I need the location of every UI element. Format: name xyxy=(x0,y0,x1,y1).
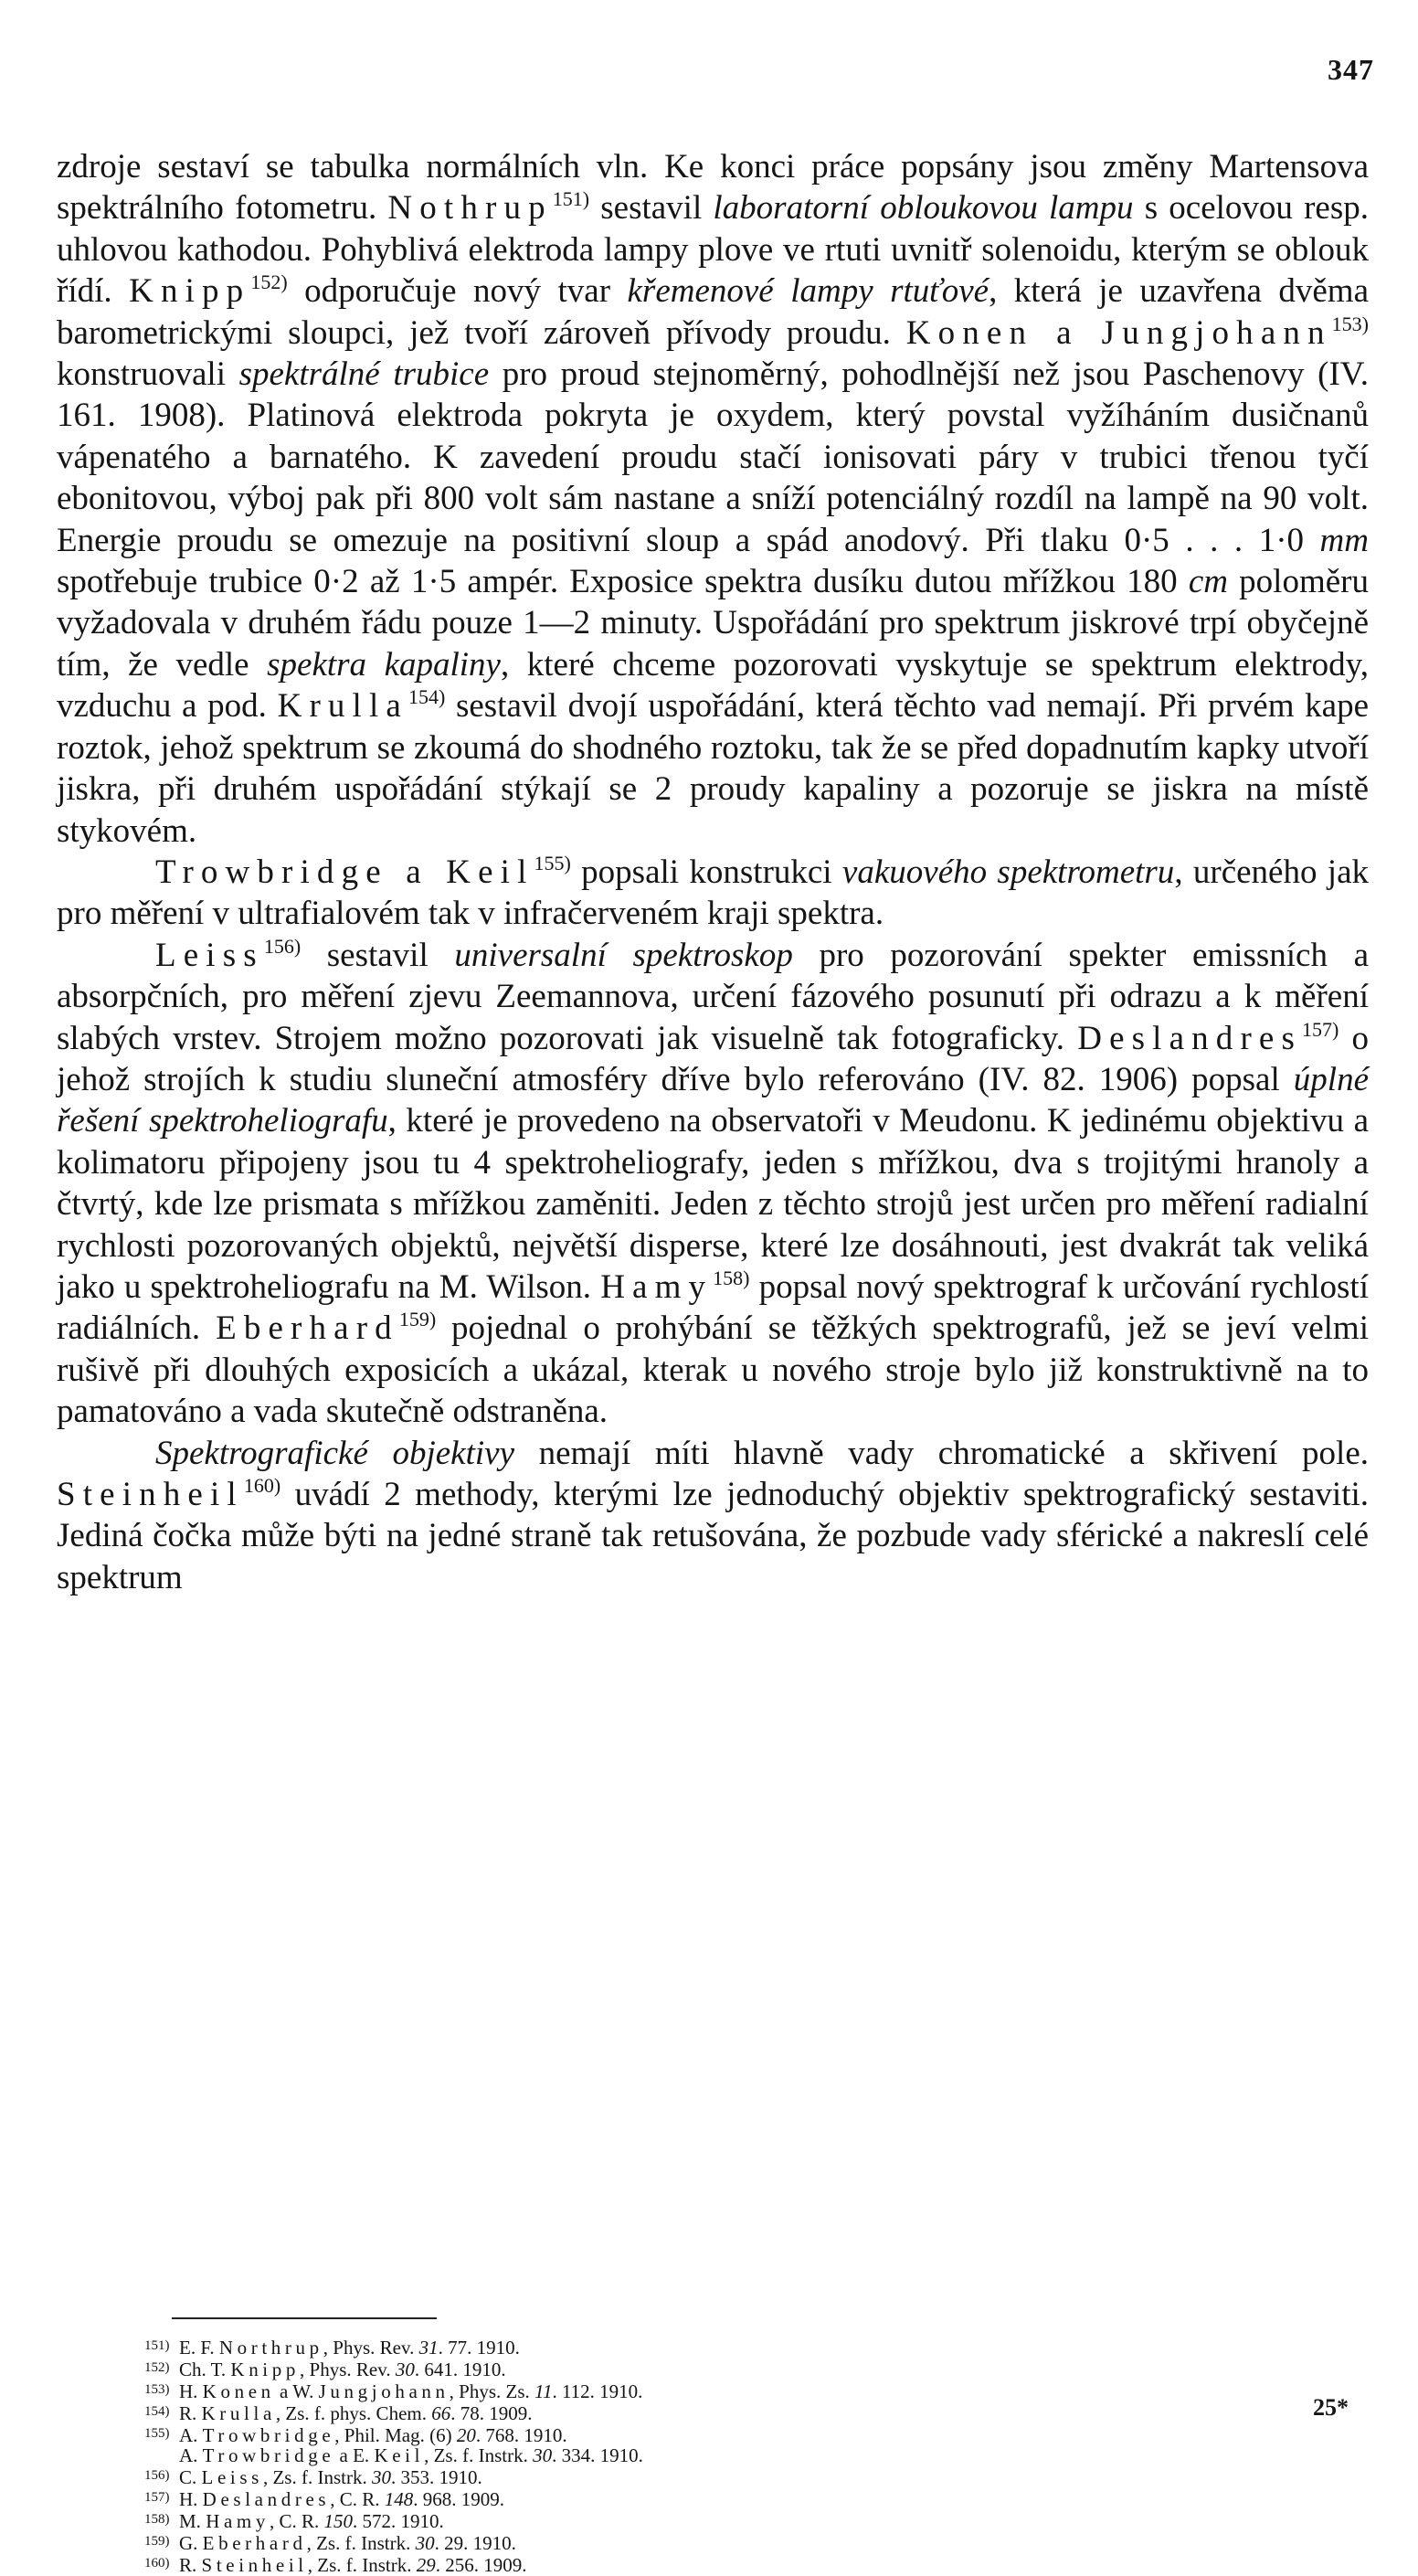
author-name: Deslandres xyxy=(1077,1019,1303,1057)
text-run: , které je provedeno na observatoři v Meudonu. K jedinému objektivu a kolimatoru připojeny jsou tu 4 spektroheliografy, jeden s mřížkou, dva s trojitými hranoly a čtvrtý, kde lze prismata s mřížkou zaměniti. Jeden z těchto strojů jest určen pro měření radialní rychlosti pozorovaných objektů, největší disperse, které lze dosáhnouti, jest dvakrát tak veliká jako u spektroheliografu na M. Wilson. xyxy=(57,1102,1369,1306)
footnote-number: 154) xyxy=(144,2404,170,2419)
footnote-number: 155) xyxy=(144,2426,170,2441)
footnote xyxy=(0,2531,1418,2553)
text-run: pro pozorování spekter emissních a absorpčních, pro měření zjevu Zeemannova, určení fázového posunutí při odrazu a k měření slabých vrstev. Strojem možno pozorovati jak visuelně tak fotograficky. xyxy=(57,936,1369,1057)
text-run: . 78. 1909. xyxy=(450,2402,533,2424)
italic-text: 148 xyxy=(384,2488,414,2510)
text-run: . 968. 1909. xyxy=(413,2488,504,2510)
text-run: , Zs. f. Instrk. xyxy=(306,2532,416,2554)
author-name: Steinheil xyxy=(201,2554,308,2576)
text-run: s ocelovou resp. uhlovou kathodou. Pohyblivá elektroda lampy plove ve rtuti uvnitř solenoidu, kterým se oblouk řídí. xyxy=(57,189,1369,311)
text-run: , Phys. Zs. xyxy=(449,2380,534,2402)
footnote-number: 159) xyxy=(144,2534,170,2549)
text-run: a W. xyxy=(274,2380,319,2402)
italic-text: 30 xyxy=(371,2466,391,2488)
footnote-number: 156) xyxy=(144,2468,170,2483)
footnote-ref: 154) xyxy=(407,685,446,709)
author-name: Steinheil xyxy=(57,1476,244,1513)
footnote-ref: 158) xyxy=(713,1266,750,1289)
text-run: A. xyxy=(179,2424,203,2446)
italic-text: 20 xyxy=(456,2424,476,2446)
footnote xyxy=(0,2423,1418,2445)
author-name: Deslandres xyxy=(202,2488,331,2510)
text-run: . 256. 1909. xyxy=(435,2554,527,2576)
footnote-number: 157) xyxy=(144,2490,170,2505)
text-run: E. F. xyxy=(179,2337,219,2359)
text-run: , C. R. xyxy=(330,2488,385,2510)
text-run: spotřebuje trubice 0·2 až 1·5 ampér. Exposice spektra dusíku dutou mřížkou 180 xyxy=(57,563,1189,601)
italic-text: 31 xyxy=(418,2337,439,2359)
footnote-number: 151) xyxy=(144,2338,170,2353)
text-run: M. xyxy=(179,2510,206,2532)
footnote-ref: 155) xyxy=(534,851,571,875)
footnote xyxy=(0,2509,1418,2531)
paragraph xyxy=(57,1433,1369,1599)
italic-text: 150 xyxy=(323,2510,354,2532)
text-run: R. xyxy=(179,2402,202,2424)
text-run: Ch. T. xyxy=(179,2359,231,2380)
footnote-ref: 157) xyxy=(1302,1017,1339,1041)
footnote-number: 160) xyxy=(144,2556,170,2571)
text-run: sestavil xyxy=(301,936,455,974)
signature-mark: 25* xyxy=(1313,2394,1349,2421)
text-run: . 641. 1910. xyxy=(414,2359,506,2380)
paragraph xyxy=(57,935,1369,1433)
text-run: . 77. 1910. xyxy=(438,2337,520,2359)
author-name: Hamy xyxy=(600,1267,714,1306)
text-run: . 768. 1910. xyxy=(475,2424,567,2446)
italic-text: 30 xyxy=(533,2444,553,2466)
footnote-number: 152) xyxy=(144,2360,170,2375)
author-name: Leiss xyxy=(155,936,264,974)
author-name: Jungjohann xyxy=(318,2380,450,2402)
footnote xyxy=(0,2336,1418,2358)
text-run: o jehož strojích k studiu sluneční atmosféry dříve bylo referováno (IV. 82. 1906) popsal xyxy=(57,1019,1369,1098)
text-run: . 29. 1910. xyxy=(434,2532,516,2554)
italic-text: 30 xyxy=(415,2532,435,2554)
text-run: a E. xyxy=(334,2444,375,2466)
text-run: , Zs. f. Instrk. xyxy=(262,2466,372,2488)
author-name: Krulla xyxy=(277,687,408,726)
author-name: Krulla xyxy=(201,2402,276,2424)
footnote-number: 158) xyxy=(144,2512,170,2527)
author-name: Keil xyxy=(374,2444,425,2466)
italic-text: mm xyxy=(1319,521,1369,559)
footnote xyxy=(0,2401,1418,2423)
text-run: , Phys. Rev. xyxy=(323,2337,419,2359)
text-run: , Phil. Mag. (6) xyxy=(334,2424,457,2446)
text-run: A. xyxy=(179,2444,203,2466)
text-run: . 353. 1910. xyxy=(390,2466,482,2488)
text-run: , určeného jak pro měření v ultrafialovém tak v infračerveném kraji spektra. xyxy=(57,853,1370,933)
italic-text: křemenové lampy rtuťové xyxy=(627,272,989,311)
text-run: pro proud stejnoměrný, pohodlnější než jsou Paschenovy (IV. 161. 1908). Platinová elektroda pokryta je oxydem, který povstal vyžíháním dusičnanů vápenatého a barnatého. K zavedení proudu stačí ionisovati páry v trubici třenou tyčí ebonitovou, výboj pak při 800 volt sám nastane a sníží potenciálný rozdíl na lampě na 90 volt. Energie proudu se omezuje na positivní sloup a spád anodový. Při tlaku 0·5 . . . 1·0 xyxy=(57,355,1369,559)
text-run: sestavil xyxy=(589,189,714,228)
text-run: C. xyxy=(179,2466,202,2488)
text-run: , která je uzavřena dvěma barometrickými sloupci, jež tvoří zároveň přívody proudu. xyxy=(57,272,1369,352)
footnote-ref: 151) xyxy=(552,187,590,211)
text-run: popsal nový spektrograf k určování rychlostí radiálních. xyxy=(57,1267,1369,1348)
text-run: R. xyxy=(179,2554,202,2576)
footnote xyxy=(0,2553,1418,2575)
footnote xyxy=(0,2358,1418,2380)
text-run: sestavil dvojí uspořádání, která těchto vad nemají. Při prvém kape roztok, jehož spektrum se zkoumá do shodného roztoku, tak že se před dopadnutím kapky utvoří jiskra, při druhém uspořádání stýkají se 2 proudy kapaliny a pozoruje se jiskra na místě stykovém. xyxy=(57,687,1369,850)
italic-text: Spektrografické objektivy xyxy=(155,1434,514,1472)
author-name: Knipp xyxy=(230,2359,301,2380)
italic-text: universalní spektroskop xyxy=(454,936,793,974)
text-run: , C. R. xyxy=(270,2510,324,2532)
author-name: Trowbridge xyxy=(202,2424,335,2446)
text-run: popsali konstrukci xyxy=(570,853,842,891)
italic-text: 30 xyxy=(395,2359,415,2380)
paragraph xyxy=(57,146,1369,852)
text-run: pojednal o prohýbání se těžkých spektrografů, jež se jeví velmi rušivě při dlouhých exposicích a ukázal, kterak u nového stroje bylo již konstruktivně na to pamatováno a vada skutečně odstraněna. xyxy=(57,1309,1369,1431)
text-run: nemají míti hlavně vady chromatické a skřivení pole. xyxy=(514,1434,1369,1472)
italic-text: cm xyxy=(1188,563,1228,601)
author-name: Leiss xyxy=(201,2466,263,2488)
body-text xyxy=(57,146,1369,1598)
text-run: uvádí 2 methody, kterými lze jednoduchý objektiv spektrografický sestaviti. Jediná čočka může býti na jedné straně tak retušována, že pozbude vady sférické a nakreslí celé spektrum xyxy=(57,1476,1369,1596)
text-run: , Zs. f. Instrk. xyxy=(424,2444,534,2466)
author-name: Trowbridge xyxy=(202,2444,335,2466)
italic-text: 11 xyxy=(534,2380,553,2402)
footnote xyxy=(0,2465,1418,2487)
footnote xyxy=(0,2487,1418,2509)
italic-text: laboratorní obloukovou lampu xyxy=(713,189,1134,228)
text-run: , Zs. f. Instrk. xyxy=(307,2554,417,2576)
italic-text: úplné řešení spektroheliografu xyxy=(57,1060,1369,1140)
author-name: Konen a Jungjohann xyxy=(905,313,1332,352)
author-name: Trowbridge a Keil xyxy=(155,853,534,891)
text-run: poloměru vyžadovala v druhém řádu pouze 1—2 minuty. Uspořádání pro spektrum jiskrové trpí obyčejně tím, že vedle xyxy=(57,563,1369,684)
italic-text: 66 xyxy=(431,2402,451,2424)
text-run: zdroje sestaví se tabulka normálních vln. Ke konci práce popsány jsou změny Martensova spektrálního fotometru. xyxy=(57,148,1369,228)
text-run: , Phys. Rev. xyxy=(300,2359,396,2380)
text-run: G. xyxy=(179,2532,203,2554)
text-run: , Zs. f. phys. Chem. xyxy=(275,2402,432,2424)
page-number: 347 xyxy=(1328,53,1374,86)
author-name: Eberhard xyxy=(202,2532,307,2554)
footnote-ref: 152) xyxy=(250,270,288,294)
text-run: odporučuje nový tvar xyxy=(287,272,628,311)
footnote-ref: 160) xyxy=(243,1474,281,1497)
text-run: H. xyxy=(179,2488,203,2510)
footnote-ref: 153) xyxy=(1331,312,1369,335)
footnote xyxy=(0,2445,1418,2465)
text-run: . 112. 1910. xyxy=(552,2380,643,2402)
text-run: , které chceme pozorovati vyskytuje se spektrum elektrody, vzduchu a pod. xyxy=(57,645,1370,726)
footnote-ref: 159) xyxy=(398,1308,437,1331)
text-run: konstruovali xyxy=(57,355,239,394)
author-name: Knipp xyxy=(129,272,251,311)
author-name: Hamy xyxy=(206,2510,270,2532)
paragraph xyxy=(57,852,1369,935)
italic-text: vakuového spektrometru xyxy=(841,853,1175,891)
italic-text: spektra kapaliny xyxy=(267,645,501,684)
author-name: Konen xyxy=(202,2380,275,2402)
footnote-number: 153) xyxy=(144,2382,170,2397)
footnote-divider xyxy=(172,2317,437,2319)
text-run: . 334. 1910. xyxy=(552,2444,643,2466)
italic-text: 29 xyxy=(416,2554,436,2576)
author-name: Nothrup xyxy=(387,189,553,228)
footnote xyxy=(0,2380,1418,2401)
footnotes xyxy=(0,2336,1418,2575)
author-name: Northrup xyxy=(218,2337,323,2359)
text-run: H. xyxy=(179,2380,203,2402)
text-run: . 572. 1910. xyxy=(353,2510,444,2532)
footnote-ref: 156) xyxy=(263,934,302,958)
author-name: Eberhard xyxy=(216,1309,399,1348)
italic-text: spektrálné trubice xyxy=(238,355,490,394)
